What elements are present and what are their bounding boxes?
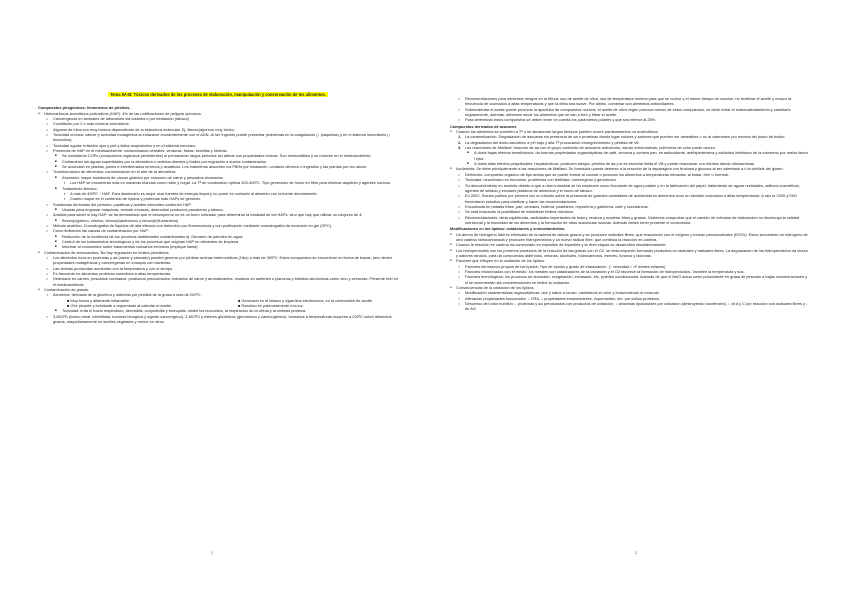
list-item: ■ Olor picante y exfoliante a requemado al calentar el aceite. — [67, 303, 172, 309]
page-number-2: 2 — [634, 550, 638, 555]
list-item: ○ Las aminas producidas aumentan con la temperatura y con el tiempo. — [38, 266, 398, 271]
list-item: ▪ A más de 400ºC ↑ HAP. Para disminuirlo es mejor usar fuentes de energía limpia y no poner en contacto al alimento con la fuente directamente. — [38, 191, 398, 196]
sugars-list — [450, 129, 808, 225]
list-item: ■ Usadas para engrasar máquinas, revestir envases, desmoldar productos panaderos y tabaco. — [38, 207, 398, 212]
section-heading-pyrogenic: Compuestos pirogénicos: fenómenos de pirólisis. — [38, 105, 131, 111]
list-item: ○ En 2002, Suecia publicó por primera vez un estudio sobre la presencia de grandes cantidades de acrilamida en alimentos ricos en almidón cocinados a altas temperaturas. A raíz la OMS y FAO fomentaron estudios para clarificar y hacer las recomendaciones. — [450, 193, 808, 204]
list-item: ● Consecuencias de la oxidación de los lípidos. — [450, 285, 808, 290]
list-item: ■ Reducción de la incidencia de los procesos ambientales contaminantes ej. Derrame de petróleo en agua. — [38, 234, 398, 239]
list-item: ■ Muy tóxica y altamente inflamable. — [67, 297, 131, 303]
acrolein-two-column — [38, 298, 398, 309]
list-item: ■ A dosis bajas efectos beneficiosos: da buenas propiedades organolépticas de café, cerveza y corteza pan, es antioxidante, antihipertensiva y actividad inhibidora de la colesterol por malos factor / fytor. — [450, 150, 808, 161]
list-item: ■ Toxicidad: irrita el tracto respiratorio, dermatitis, conjuntivitis y bronquitis, inhibe los leucocitos, la respiración de la célula y la síntesis proteica. — [38, 308, 398, 313]
left-bullet-list — [38, 111, 398, 298]
list-item: ▪ Cuanto mayor es el contenido de lípidos y proteínas más HAPs se generan. — [38, 196, 398, 201]
list-item: ● Cuando los alimentos se someten a Tª o se almacenan largos tiempos pueden ocurrir pardeamientos no enzimáticos. — [450, 129, 808, 134]
list-item: ○ Constituido por 2 o más núcleos aromáticos. — [38, 121, 398, 126]
page-2 — [424, 0, 848, 599]
page-2-content — [450, 96, 808, 312]
list-item: ■ Benzo(a)pireno, criseno, benzo(a)antraceno y benzo(b)fluoranteno) — [38, 218, 398, 223]
list-item: ■ Generado en el tabaco y cigarrillos electrónicos, en la combustión de aceite. — [238, 297, 373, 303]
list-item: ○ Toxicidad aguda: irritación ojos y piel y fallos respiratorios y en el sistema nervioso. — [38, 143, 398, 148]
list-item: ○ Es frecuente en alimentos proteicos sometidos a altas temperaturas. — [38, 271, 398, 276]
list-item: ○ Como limitamos las causas de contaminación por HAP: — [38, 228, 398, 233]
list-item: ○ Definición: compuesto orgánico de tipo amida que se puede formar al cocinar o procesar los alimentos a temperaturas elevadas: al tostar, freír u hornear. — [450, 172, 808, 177]
list-item: ● Acrilamida. Se debe principalmente a las reacciones de Maillard. Su formación puede deberse a la reacción de la asparagina con fructosa y glucosa al ser calentado a o la pirólisis del gluten. — [450, 166, 808, 171]
list-item: ○ Recomendaciones: dieta equilibrada, cantidades importantes de fruta y verdura y moderar fritos y grasas. Debemos comprobar que el cambio de métodos de elaboración no disminuya la calidad nutricional y la inocuidad de los alimentos y la formación de otras sustancias nocivas. Además deben tener presente el consumidor. — [450, 215, 808, 226]
lipids-list — [450, 232, 808, 312]
list-item: ■ Contaminan las aguas superficiales por la atmósfera o vertidos directos y fósiles por migración a suelos contaminados. — [38, 159, 398, 164]
list-item: ○ Algunos de ellos son muy tóxicos dependiendo de la estructura molecular. Ej. Benzo(a)pireno muy tóxico. — [38, 127, 398, 132]
list-item: ○ Análisis para saber si hay HAP: se ha demostrado que el benzopireno no es un buen indicador para determinar la totalidad de los HAPs, sino que hay que utilizar un conjunto de 4: — [38, 212, 398, 217]
list-item: ○ Modificación características organolépticas: olor y sabor a rancio, cambiando el color y endureciendo el músculo. — [450, 290, 808, 295]
page-1-content — [38, 92, 398, 324]
list-item: ○ Encontrada en patatas fritas, pan, cereales, bollería, pastelería, repostería y galletería, café y sucedáneos. — [450, 204, 808, 209]
list-item: ○ Factores tecnológicos: los procesos de ahumado, congelación, envasado, etc. pueden condicionarla. Además de que el NaCl actúa como prooxidante en grasa de pescado a bajas concentraciones y si se incrementan las concentraciones se inhibe la oxidación. — [450, 274, 808, 285]
two-col-right — [233, 298, 398, 309]
left-bullet-list-end — [38, 308, 398, 324]
list-item: ○ Factores relacionados con el medio: los metales son catalizadores de la oxidación y el O2 favorece la formación de hidroperóxidos. También la temperatura y sus. — [450, 269, 808, 274]
list-item: ○ Detectado en carnes, pescados cocinados, productos precocinados, extractos de carne y aromatizantes, residuos en sartenes o planchas y bebidas alcohólicas como vino y cervezas. Presente tmb en el medioambiente. — [38, 276, 398, 287]
list-item: ■ Ahumado: mayor incidencia de cáncer gástrico por consumo de carne y pescados ahumados. — [38, 175, 398, 180]
list-item: ■ Reactivo es potencialmente a la luz. — [238, 303, 304, 309]
list-item: ■ Control de los tratamientos tecnológicos y de los procesos que originan HAP en alimentos de limpieza. — [38, 239, 398, 244]
page-number-1: 1 — [210, 550, 214, 555]
list-item: ■ Se acumulan en plantas, peces e invertebrados terrenos y acuáticos. Los mamíferos absorben los PAHs por inhalación, contacto dérmico o ingestión y las plantas por las raíces. — [38, 164, 398, 169]
two-col-left — [62, 298, 227, 309]
list-item: ○ Descenso del valor nutritivo: ↓ proteínas y aa peroxidados con productos de oxidación, ↓ vitaminas liposolubles por oxidación (destruyendo tocoferoles), ↓ vit A y C por reacción con radicales libres y ↓ de AG. — [450, 301, 808, 312]
list-item: ■ A dosis altas efectos perjudiciales: hepatotóxicos, producen alergia, pérdida de aa y si es esencial limita el VB y puede reaccionar con nitratos dando nitrosaminas. — [450, 161, 808, 166]
list-item: ○ Toxicidad: neurotóxico en humanos, problemas con fertilidad, cancerígeno y genotóxico. — [450, 177, 808, 182]
list-item: ○ Sobrecalentar el aceite puede provocar la aparición de compuestos nocivos, el aceite de oliva virgen provoca menos de estos compuestos, se debe evitar el sobrecalentamiento y cambiarlo regularmente, además, debemos secar los alimentos que se van a freír y filtrar el aceite. — [450, 107, 808, 118]
list-item: ● Contaminación de aminoácidos. No hay regulación en límites permitidos. — [38, 250, 398, 255]
list-item: 1. La caramelización. Degradación de azúcares sin presencia de aa o proteínas dando lugar colores y sabores que pueden ser deseables o no al calentarse por encima del punto de fusión. — [450, 134, 808, 139]
list-item: 3. Las reacciones de Maillard: reacción de aa con el grupo carbonilo de azúcares reductores, dando melanoidinas, polímeros de color pardo oscuro. — [450, 145, 808, 150]
list-item: ● Cuando la reacción en cadena ha comenzado es imposible de impedirla y ta rtres etapas se desarrollan simultáneamente. — [450, 242, 808, 247]
list-item: ● Contaminación de grasas. — [38, 287, 398, 292]
list-item: ○ Factores intrínsecos propios de los lípidos: Tipo de lípidos y grado de insaturación. (↑ velocidad ↑ nº dobles enlaces) — [450, 264, 808, 269]
list-item: ● Un átomo de hidrógeno lábil es eliminado de la cadena de ácidos grasos y se producen radicales libres, que reaccionan con el oxígeno y forman peroxiradicales (ROO•). Estos secuestran un hidrógeno de otra cadena hidrocarbonada y producen hidroperóxidos y un nuevo radical libre, que continúa la reacción en cadena. — [450, 232, 808, 243]
list-item: ○ Presencia de HAP en el medioambiente: contaminando cereales, verduras, frutas, semillas y hierbas. — [38, 148, 398, 153]
section-heading-sugars: Compuestos derivados de azúcares — [450, 123, 517, 129]
list-item: ● Los hidroperóxidos son los primeros productos de la reacción de las grasas con el O2, se descomponen formando productos no radicales y radicales libres. La degradación de los hidroperóxidos da olores y sabores rancios, para da compuestos aldehídos, cetonas, alcoholes, hidrocarburos, ésteres, furanos y lactonas. — [450, 248, 808, 259]
list-item: ● Factores que influyen en la oxidación de los lípidos. — [450, 258, 808, 263]
list-item: ○ Recomendaciones para minimizar riesgos en la fritura: uso de aceite de oliva, uso de temperatura mínima para que se cocine y el menor tiempo de cocción, no reutilizar el aceite y reducir la frecuencia de cocinados a altas temperaturas y que la dieta sea suave. Por último, combinar con alimentos antioxidantes. — [450, 96, 808, 107]
list-item: ○ Cancerígenos en animales de laboratorio via cutánea o por inhalación (tabaco) — [38, 116, 398, 121]
document-title: Tema 5A-B: Tóxicos derivados de los procesos de elaboración, manipulación y conservación de los alimentos. — [110, 92, 326, 97]
list-item: ○ Sustancias derivadas del petróleo: parafinas y aceites minerales contienen HAP. — [38, 202, 398, 207]
list-item: ○ Alteración propiedades funcionales: ↓ CRA, ↓ propiedades emulsionantes, espumantes, etc. por daños proteicos. — [450, 296, 808, 301]
list-item: ○ Los alimentos ricos en proteínas y aa (carne y pescado) pueden generar por pirólisis aminas heterocíclicas (HAs) a más de 300ºC. Estos compuestos se encuentran en forma de trazas, pero tienen propiedades mutagénicas y cancerígenas en ensayos con bacterias. — [38, 255, 398, 266]
list-item: ■ Tratamiento térmico: — [38, 186, 398, 191]
list-item: ■ Se consideran COPs (compuestos orgánicos persistentes) al permanecer largos periodos sin alterar sus propiedades tóxicas. Son semivolátiles y se mueven en el medioambiente. — [38, 153, 398, 158]
frying-recommendations-list — [450, 96, 808, 123]
list-item: ○ Método analítico: Cromatografía de líquidos de alta eficacia con detección por fluorescencia y con purificación mediante cromatografía de exclusión en gel (GPC). — [38, 223, 398, 228]
list-item: ○ 3-MCPD (tóxico renal, infertilidad, tumores benignos y agente cancerígeno), 2-MCPD y ésteres glicidílicos (genotóxico y carcinogénico): formados a temperaturas mayores a 200ºC sobre alimentos grasos, mayoritariamente en aceites vegetales y menor en otros. — [38, 314, 398, 325]
list-item: ○ Se está buscando la posibilidad de establecer límites máximos. — [450, 209, 808, 214]
list-item: ○ Para determinar estos compuestos se deben tener en cuenta los parámetros polares y que sea inferior al 25%. — [450, 117, 808, 122]
document-title-wrap — [38, 92, 398, 97]
list-item: ▪ Los HAP se encuentran más en maderas blandas como roble y nogal. La Tª de combustión óptima 300-400ºC. Tipo generador de humo en filtro para eliminar alquitrán y agentes nocivos. — [38, 180, 398, 185]
list-item: ○ Su descubrimiento en reciente debido a que a nivel industrial se ha empleado como floculante de agua potable y en la fabricación del papel, tratamiento de aguas residuales, aditivos cosméticos, agentes de sellado y envases plásticos de alimentos y el humo de tabaco. — [450, 183, 808, 194]
list-item: ○ Transformación de alimentos: contaminación en el aire de la atmosfera. — [38, 169, 398, 174]
list-item: ■ Informar al consumidor sobre tratamientos culinarios erróneos (implique llama) — [38, 244, 398, 249]
list-item: ○ Acroleína: derivada de la glicerina y obtenida por pirólisis de la grasa a más de 200ºC. — [38, 292, 398, 297]
list-item: ● Hidrocarburos aromáticos policíclicos (HAP): 4% de las notificaciones de peligros químicos. — [38, 111, 398, 116]
list-item: ○ Toxicidad crónica: cáncer y actividad mutagénica al enlazarse covalentemente con el ADN. Al ser ingerido puede presentar problemas en la coagulación (↓ plaquetas) y en el sistema inmunitario (↓ leucocitos). — [38, 132, 398, 143]
section-heading-lipids: Modificaciones en los lípidos: oxidaciones y enranciamientos. — [450, 226, 566, 232]
list-item: 2. La degradación del ácido ascórbico a pH bajo y alta Tª provocando ennegrecimiento y pérdida de Vit. — [450, 140, 808, 145]
